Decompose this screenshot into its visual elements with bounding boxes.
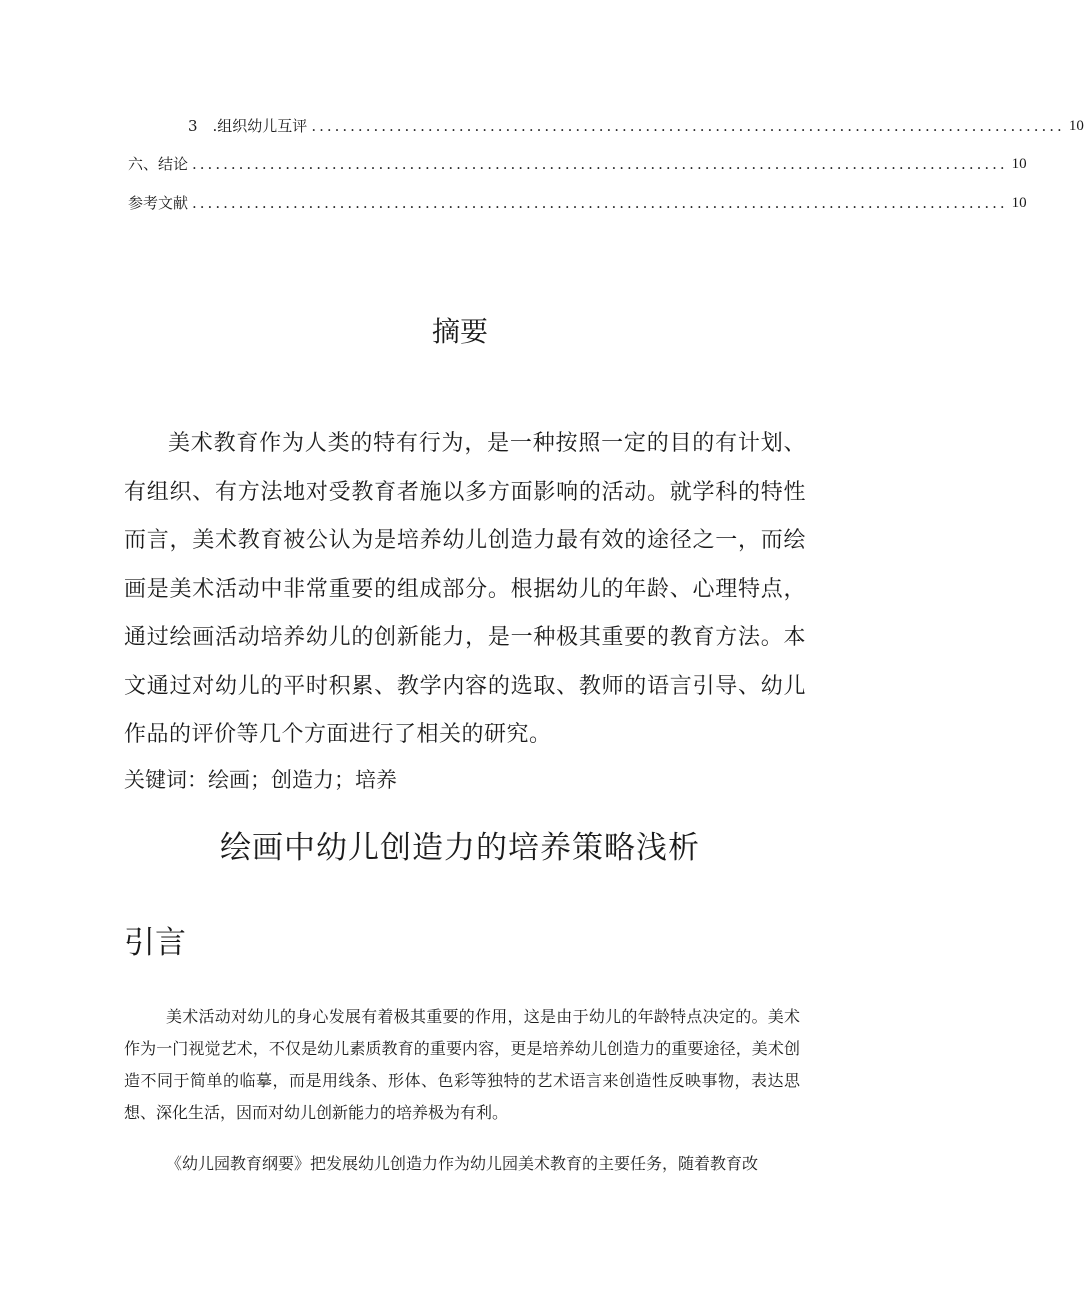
toc-entry[interactable] (128, 108, 1084, 136)
toc-entry-label: 参考文献 (128, 194, 189, 212)
toc-entry[interactable] (128, 146, 1027, 174)
keywords-line: 关键词：绘画；创造力；培养 (124, 768, 397, 792)
abstract-body: 美术教育作为人类的特有行为，是一种按照一定的目的有计划、有组织、有方法地对受教育者施以多方面影响的活动。就学科的特性而言，美术教育被公认为是培养幼儿创造力最有效的途径之一，而绘画是美术活动中非常重要的组成部分。根据幼儿的年龄、心理特点，通过绘画活动培养幼儿的创新能力，是一种极其重要的教育方法。本文通过对幼儿的平时积累、教学内容的选取、教师的语言引导、幼儿作品的评价等几个方面进行了相关的研究。 (124, 431, 806, 747)
abstract-heading: 摘要 (431, 315, 488, 348)
toc-entry-label: 3 .组织幼儿互评 (188, 117, 308, 135)
toc-leader-dots: ......................................................................................................... (192, 194, 1008, 212)
toc-entry-label: 六、结论 (128, 155, 189, 173)
introduction-paragraph: 《幼儿园教育纲要》把发展幼儿创造力作为幼儿园美术教育的主要任务，随着教育改 (166, 1154, 759, 1173)
toc-leader-dots: ................................................................................................. (311, 117, 1065, 135)
toc-entry-page: 10 (1011, 156, 1027, 172)
toc-leader-dots: ......................................................................................................... (192, 155, 1008, 173)
toc-entry-page: 10 (1011, 195, 1027, 211)
introduction-heading: 引言 (124, 925, 186, 961)
paper-title: 绘画中幼儿创造力的培养策略浅析 (220, 830, 700, 866)
toc-entry[interactable] (128, 185, 1027, 213)
introduction-paragraph: 美术活动对幼儿的身心发展有着极其重要的作用，这是由于幼儿的年龄特点决定的。美术作为一门视觉艺术，不仅是幼儿素质教育的重要内容，更是培养幼儿创造力的重要途径，美术创造不同于简单的临摹，而是用线条、形体、色彩等独特的艺术语言来创造性反映事物，表达思想、深化生活，因而对幼儿创新能力的培养极为有利。 (124, 1007, 800, 1122)
toc-entry-page: 10 (1068, 118, 1084, 134)
